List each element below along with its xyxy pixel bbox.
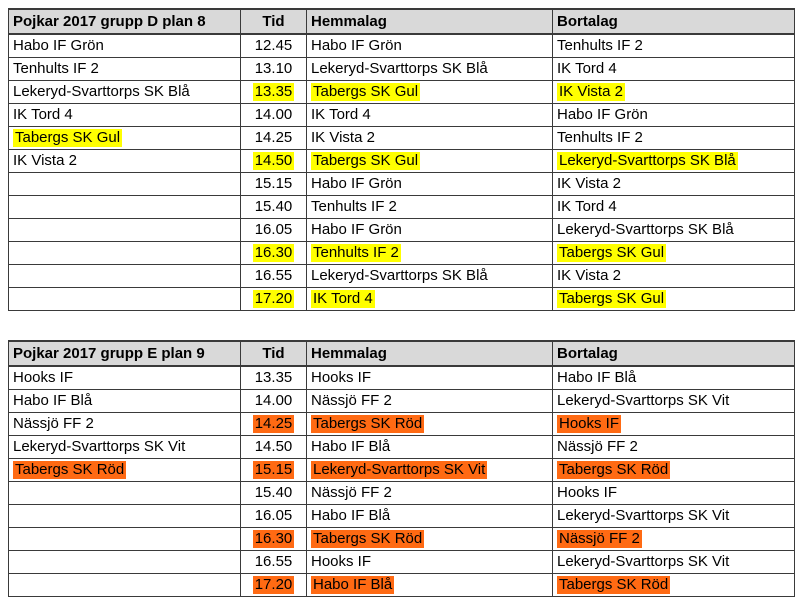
away-team-cell <box>553 242 795 265</box>
table-row <box>9 58 795 81</box>
home-team-cell-text: Habo IF Blå <box>311 507 391 524</box>
home-team-cell-text: Hooks IF <box>311 369 372 386</box>
home-team-cell-text: Habo IF Grön <box>311 175 402 192</box>
away-team-cell-text: Tabergs SK Röd <box>559 461 669 478</box>
column-header-away: Bortalag <box>553 341 795 366</box>
time-cell <box>241 265 307 288</box>
away-team-cell <box>553 413 795 436</box>
home-team-cell-text: Lekeryd-Svarttorps SK Blå <box>311 267 488 284</box>
time-cell-text: 14.00 <box>254 106 293 123</box>
team-cell <box>9 390 241 413</box>
column-header-home: Hemmalag <box>307 9 553 34</box>
table-row <box>9 366 795 390</box>
home-team-cell-text: Habo IF Grön <box>311 37 402 54</box>
home-team-cell <box>307 482 553 505</box>
table-row <box>9 127 795 150</box>
team-cell <box>9 528 241 551</box>
table-row <box>9 288 795 311</box>
away-team-cell <box>553 551 795 574</box>
table-row <box>9 242 795 265</box>
time-cell-text: 14.50 <box>254 438 293 455</box>
away-team-cell-text: Tenhults IF 2 <box>557 37 643 54</box>
table-row <box>9 150 795 173</box>
team-cell <box>9 81 241 104</box>
away-team-cell <box>553 58 795 81</box>
home-team-cell-text: IK Vista 2 <box>311 129 375 146</box>
time-cell-text: 16.30 <box>254 244 293 261</box>
team-cell <box>9 173 241 196</box>
home-team-cell <box>307 574 553 597</box>
table-title: Pojkar 2017 grupp E plan 9 <box>9 341 241 366</box>
away-team-cell-text: Tenhults IF 2 <box>557 129 643 146</box>
time-cell-text: 14.00 <box>254 392 293 409</box>
home-team-cell-text: Habo IF Grön <box>311 221 402 238</box>
team-cell-text: Lekeryd-Svarttorps SK Vit <box>13 438 186 455</box>
away-team-cell <box>553 104 795 127</box>
home-team-cell-text: Nässjö FF 2 <box>311 484 392 501</box>
away-team-cell <box>553 390 795 413</box>
time-cell-text: 14.50 <box>254 152 293 169</box>
header-row <box>9 9 795 34</box>
away-team-cell <box>553 127 795 150</box>
team-cell <box>9 58 241 81</box>
time-cell-text: 16.05 <box>254 507 293 524</box>
away-team-cell-text: Tabergs SK Gul <box>559 244 665 261</box>
team-cell <box>9 104 241 127</box>
time-cell-text: 12.45 <box>254 37 293 54</box>
team-cell <box>9 34 241 58</box>
table-row <box>9 505 795 528</box>
time-cell <box>241 574 307 597</box>
away-team-cell-text: Hooks IF <box>559 415 620 432</box>
table-title: Pojkar 2017 grupp D plan 8 <box>9 9 241 34</box>
home-team-cell-text: Habo IF Blå <box>313 576 393 593</box>
team-cell <box>9 127 241 150</box>
table-row <box>9 81 795 104</box>
time-cell <box>241 459 307 482</box>
time-cell <box>241 436 307 459</box>
home-team-cell <box>307 459 553 482</box>
away-team-cell-text: Habo IF Blå <box>557 369 637 386</box>
time-cell-text: 15.40 <box>254 198 293 215</box>
away-team-cell-text: Nässjö FF 2 <box>557 438 638 455</box>
away-team-cell <box>553 150 795 173</box>
time-cell-text: 16.55 <box>254 267 293 284</box>
away-team-cell-text: Lekeryd-Svarttorps SK Vit <box>557 392 730 409</box>
table-row <box>9 436 795 459</box>
home-team-cell-text: Lekeryd-Svarttorps SK Blå <box>311 60 488 77</box>
team-cell <box>9 551 241 574</box>
team-cell <box>9 436 241 459</box>
home-team-cell-text: Nässjö FF 2 <box>311 392 392 409</box>
team-cell <box>9 505 241 528</box>
home-team-cell-text: Tabergs SK Gul <box>313 83 419 100</box>
home-team-cell-text: Tabergs SK Röd <box>313 530 423 547</box>
table-row <box>9 34 795 58</box>
time-cell <box>241 390 307 413</box>
home-team-cell-text: Tabergs SK Gul <box>313 152 419 169</box>
home-team-cell <box>307 528 553 551</box>
away-team-cell-text: Tabergs SK Gul <box>559 290 665 307</box>
column-header-time: Tid <box>241 341 307 366</box>
home-team-cell <box>307 242 553 265</box>
time-cell <box>241 81 307 104</box>
time-cell-text: 15.40 <box>254 484 293 501</box>
away-team-cell <box>553 34 795 58</box>
table-row <box>9 482 795 505</box>
home-team-cell <box>307 288 553 311</box>
time-cell-text: 16.05 <box>254 221 293 238</box>
away-team-cell <box>553 459 795 482</box>
home-team-cell <box>307 34 553 58</box>
away-team-cell <box>553 505 795 528</box>
home-team-cell-text: IK Tord 4 <box>311 106 371 123</box>
away-team-cell-text: Habo IF Grön <box>557 106 648 123</box>
column-header-home: Hemmalag <box>307 341 553 366</box>
home-team-cell <box>307 173 553 196</box>
away-team-cell-text: IK Tord 4 <box>557 198 617 215</box>
table-row <box>9 173 795 196</box>
team-cell <box>9 288 241 311</box>
away-team-cell <box>553 436 795 459</box>
away-team-cell <box>553 173 795 196</box>
time-cell-text: 14.25 <box>254 415 293 432</box>
home-team-cell <box>307 127 553 150</box>
team-cell <box>9 196 241 219</box>
away-team-cell <box>553 265 795 288</box>
team-cell-text: Tenhults IF 2 <box>13 60 99 77</box>
away-team-cell <box>553 366 795 390</box>
table-row <box>9 390 795 413</box>
away-team-cell-text: Nässjö FF 2 <box>559 530 640 547</box>
table-row <box>9 265 795 288</box>
time-cell <box>241 528 307 551</box>
team-cell-text: IK Vista 2 <box>13 152 77 169</box>
away-team-cell <box>553 528 795 551</box>
home-team-cell <box>307 219 553 242</box>
away-team-cell-text: Lekeryd-Svarttorps SK Blå <box>557 221 734 238</box>
home-team-cell-text: Hooks IF <box>311 553 372 570</box>
away-team-cell-text: Lekeryd-Svarttorps SK Blå <box>559 152 736 169</box>
home-team-cell <box>307 390 553 413</box>
time-cell-text: 13.35 <box>254 369 293 386</box>
time-cell <box>241 150 307 173</box>
team-cell <box>9 150 241 173</box>
home-team-cell-text: IK Tord 4 <box>313 290 373 307</box>
away-team-cell-text: IK Tord 4 <box>557 60 617 77</box>
team-cell <box>9 413 241 436</box>
time-cell <box>241 242 307 265</box>
time-cell <box>241 288 307 311</box>
home-team-cell <box>307 366 553 390</box>
table-row <box>9 413 795 436</box>
home-team-cell-text: Tenhults IF 2 <box>311 198 397 215</box>
time-cell-text: 14.25 <box>254 129 293 146</box>
team-cell-text: Hooks IF <box>13 369 74 386</box>
home-team-cell-text: Habo IF Blå <box>311 438 391 455</box>
home-team-cell <box>307 196 553 219</box>
time-cell <box>241 104 307 127</box>
time-cell <box>241 58 307 81</box>
away-team-cell-text: Hooks IF <box>557 484 618 501</box>
time-cell <box>241 127 307 150</box>
time-cell <box>241 219 307 242</box>
time-cell-text: 17.20 <box>254 576 293 593</box>
team-cell-text: Habo IF Blå <box>13 392 93 409</box>
team-cell-text: Lekeryd-Svarttorps SK Blå <box>13 83 190 100</box>
home-team-cell <box>307 436 553 459</box>
time-cell-text: 13.35 <box>254 83 293 100</box>
column-header-away: Bortalag <box>553 9 795 34</box>
header-row <box>9 341 795 366</box>
time-cell <box>241 366 307 390</box>
schedule-table-group-e <box>8 340 795 597</box>
table-row <box>9 528 795 551</box>
home-team-cell <box>307 150 553 173</box>
home-team-cell-text: Tenhults IF 2 <box>313 244 399 261</box>
time-cell <box>241 551 307 574</box>
time-cell-text: 16.30 <box>254 530 293 547</box>
team-cell <box>9 242 241 265</box>
table-row <box>9 104 795 127</box>
away-team-cell-text: IK Vista 2 <box>557 175 621 192</box>
schedule-table-group-d <box>8 8 795 311</box>
team-cell <box>9 366 241 390</box>
team-cell <box>9 219 241 242</box>
team-cell-text: IK Tord 4 <box>13 106 73 123</box>
time-cell <box>241 34 307 58</box>
time-cell-text: 15.15 <box>254 175 293 192</box>
away-team-cell-text: IK Vista 2 <box>559 83 623 100</box>
away-team-cell <box>553 196 795 219</box>
table-row <box>9 219 795 242</box>
column-header-time: Tid <box>241 9 307 34</box>
away-team-cell-text: IK Vista 2 <box>557 267 621 284</box>
time-cell <box>241 196 307 219</box>
home-team-cell-text: Lekeryd-Svarttorps SK Vit <box>313 461 486 478</box>
away-team-cell <box>553 288 795 311</box>
home-team-cell <box>307 265 553 288</box>
home-team-cell <box>307 58 553 81</box>
time-cell-text: 17.20 <box>254 290 293 307</box>
time-cell-text: 15.15 <box>254 461 293 478</box>
away-team-cell-text: Lekeryd-Svarttorps SK Vit <box>557 507 730 524</box>
time-cell <box>241 505 307 528</box>
home-team-cell <box>307 413 553 436</box>
time-cell <box>241 413 307 436</box>
home-team-cell <box>307 104 553 127</box>
team-cell-text: Tabergs SK Röd <box>15 461 125 478</box>
team-cell <box>9 482 241 505</box>
away-team-cell <box>553 219 795 242</box>
away-team-cell <box>553 482 795 505</box>
team-cell-text: Tabergs SK Gul <box>15 129 121 146</box>
team-cell-text: Nässjö FF 2 <box>13 415 94 432</box>
table-row <box>9 574 795 597</box>
away-team-cell-text: Tabergs SK Röd <box>559 576 669 593</box>
home-team-cell-text: Tabergs SK Röd <box>313 415 423 432</box>
time-cell <box>241 482 307 505</box>
team-cell <box>9 459 241 482</box>
home-team-cell <box>307 505 553 528</box>
away-team-cell-text: Lekeryd-Svarttorps SK Vit <box>557 553 730 570</box>
away-team-cell <box>553 574 795 597</box>
team-cell <box>9 574 241 597</box>
table-row <box>9 551 795 574</box>
team-cell-text: Habo IF Grön <box>13 37 104 54</box>
home-team-cell <box>307 81 553 104</box>
time-cell <box>241 173 307 196</box>
table-row <box>9 196 795 219</box>
team-cell <box>9 265 241 288</box>
home-team-cell <box>307 551 553 574</box>
time-cell-text: 16.55 <box>254 553 293 570</box>
table-row <box>9 459 795 482</box>
away-team-cell <box>553 81 795 104</box>
time-cell-text: 13.10 <box>254 60 293 77</box>
